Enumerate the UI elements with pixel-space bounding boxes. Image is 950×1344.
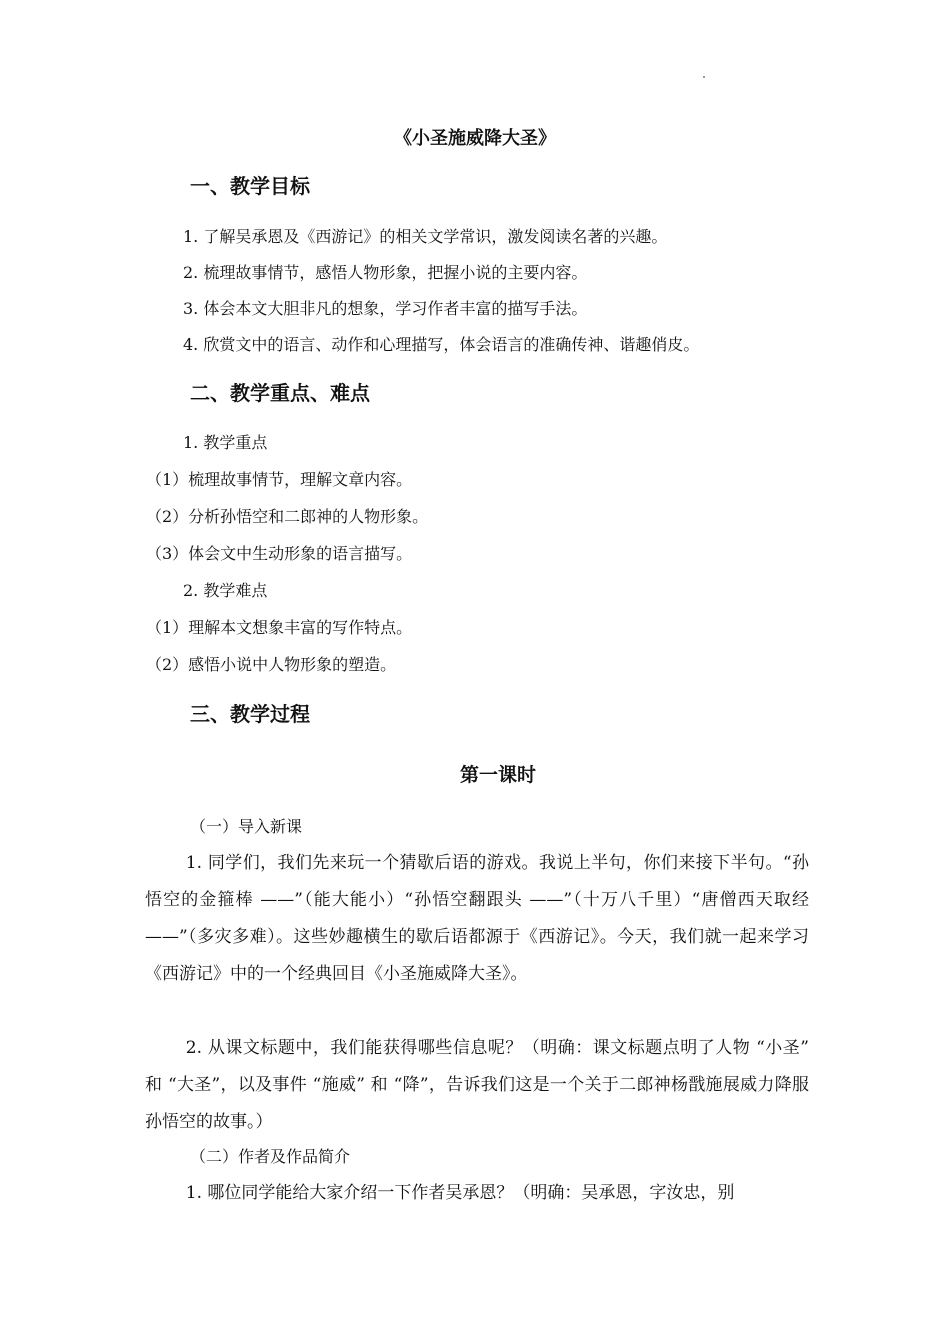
key-points-heading: 1. 教学重点 [183, 433, 268, 452]
intro-heading: （一）导入新课 [190, 817, 303, 836]
goal-item: 1. 了解吴承恩及《西游记》的相关文学常识，激发阅读名著的兴趣。 [183, 227, 668, 246]
section-heading-focus: 二、教学重点、难点 [190, 381, 370, 405]
intro-paragraph-2: 2. 从课文标题中，我们能获得哪些信息呢？（明确：课文标题点明了人物 “小圣” 和 “大圣”，以及事件 “施威” 和 “降”，告诉我们这是一个关于二郎神杨戬施展威力降服孙悟空的故事。） [145, 1038, 809, 1132]
author-paragraph-1: 1. 哪位同学能给大家介绍一下作者吴承恩？（明确：吴承恩，字汝忠，别 [185, 1183, 735, 1203]
document-title: 《小圣施威降大圣》 [394, 128, 556, 149]
scan-speck [703, 76, 705, 78]
key-point-item: （2）分析孙悟空和二郎神的人物形象。 [146, 507, 429, 526]
difficult-point-item: （2）感悟小说中人物形象的塑造。 [146, 655, 397, 674]
key-point-item: （1）梳理故事情节，理解文章内容。 [146, 470, 413, 489]
section-heading-goals: 一、教学目标 [190, 174, 310, 198]
goal-item: 2. 梳理故事情节，感悟人物形象，把握小说的主要内容。 [183, 263, 588, 282]
goal-item: 3. 体会本文大胆非凡的想象，学习作者丰富的描写手法。 [183, 299, 588, 318]
lesson-title: 第一课时 [459, 764, 536, 786]
key-point-item: （3）体会文中生动形象的语言描写。 [146, 544, 413, 563]
difficult-point-item: （1）理解本文想象丰富的写作特点。 [146, 618, 413, 637]
section-heading-process: 三、教学过程 [190, 702, 310, 726]
intro-paragraph-1: 1. 同学们，我们先来玩一个猜歇后语的游戏。我说上半句，你们来接下半句。“孙悟空的金箍棒 ——”（能大能小）“孙悟空翻跟头 ——”（十万八千里）“唐僧西天取经 ——”（多灾多难）。这些妙趣横生的歇后语都源于《西游记》。今天，我们就一起来学习《西游记》中的一个经典回目《小圣施威降大圣》。 [145, 853, 809, 984]
goal-item: 4. 欣赏文中的语言、动作和心理描写，体会语言的准确传神、谐趣俏皮。 [183, 335, 700, 354]
author-heading: （二）作者及作品简介 [190, 1147, 351, 1166]
difficult-points-heading: 2. 教学难点 [183, 581, 268, 600]
